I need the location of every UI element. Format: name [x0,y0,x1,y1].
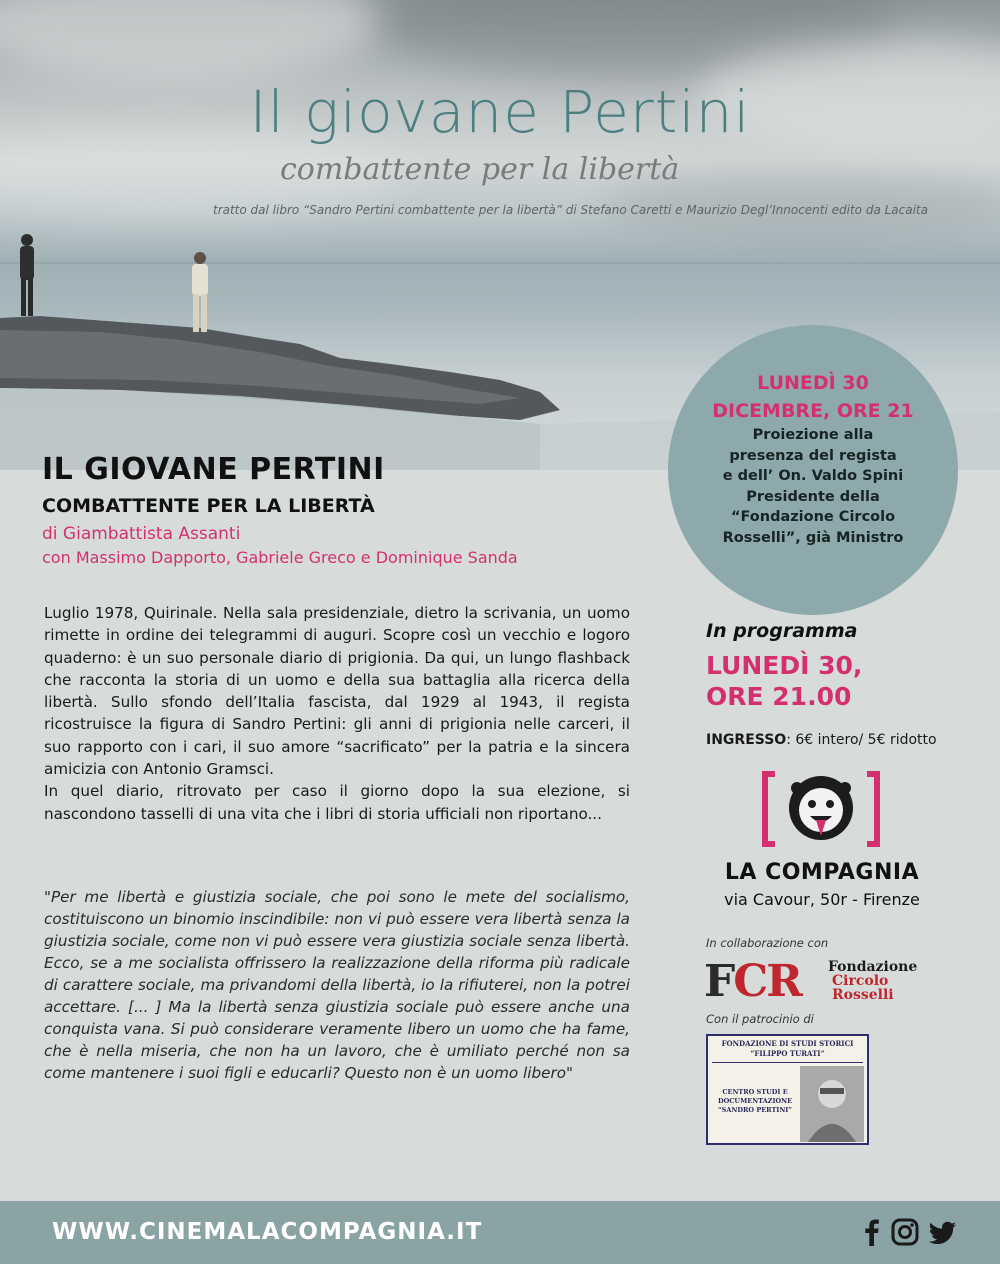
event-desc-line: Proiezione alla [752,427,874,443]
synopsis [44,602,630,825]
fcr-letters: FCR [704,956,801,1007]
event-desc-line: e dell’ On. Valdo Spini [722,468,904,484]
website-link[interactable]: WWW.CINEMALACOMPAGNIA.IT [52,1219,483,1245]
book-source: tratto dal libro “Sandro Pertini combattente per la libertà” di Stefano Caretti e Maurizio Degl’Innocenti edito da Lacaita [212,203,928,217]
centro-line-3: “SANDRO PERTINI” [717,1106,793,1114]
programma-date [706,650,862,712]
venue-name: LA COMPAGNIA [724,860,920,885]
figure-man-white-suit [186,250,216,334]
event-date-line-1: LUNEDÌ 30 [757,372,869,394]
facebook-icon[interactable] [856,1216,888,1248]
pertini-portrait-icon [800,1066,864,1142]
fcr-line-1: Fondazione [828,959,918,975]
twitter-icon[interactable] [926,1216,958,1248]
event-desc-line: Rosselli”, già Ministro [722,529,904,546]
synopsis-paragraph-2: In quel diario, ritrovato per caso il giorno dopo la sua elezione, si nascondono tasselli di una vita che i libri di storia ufficiali non riportano... [44,782,630,823]
poster-title: Il giovane Pertini [249,78,751,146]
event-desc-line: Presidente della [746,488,880,505]
ingresso-label: INGRESSO [706,732,787,748]
turati-line-1: FONDAZIONE DI STUDI STORICI [721,1039,854,1048]
la-compagnia-logo-icon [761,770,881,848]
event-description [688,425,938,548]
patrocinio-label: Con il patrocinio di [706,1012,814,1026]
event-desc-line: “Fondazione Circolo [730,509,896,525]
film-director: di Giambattista Assanti [42,524,241,544]
event-circle [668,325,958,615]
fcr-line-3: Rosselli [832,987,894,1003]
centro-studi-text [712,1088,798,1115]
collab-label: In collaborazione con [706,936,829,950]
film-title: IL GIOVANE PERTINI [42,452,385,487]
turati-line-2: “FILIPPO TURATI” [750,1049,825,1058]
venue-address: via Cavour, 50r - Firenze [724,890,920,909]
event-desc-line: presenza del regista [729,447,897,464]
footer [0,1201,1000,1264]
ingresso-value: : 6€ intero/ 5€ ridotto [786,732,937,748]
fcr-name [828,960,917,1002]
pertini-quote: "Per me libertà e giustizia sociale, che poi sono le mete del socialismo, costituiscono un binomio inscindibile: non vi può essere vera libertà senza la giustizia sociale, come non vi può essere vera giustizia sociale senza libertà. Ecco, se a me socialista offrissero la realizzazione della riforma più radicale di carattere sociale, ma privandomi della libertà, io la rifiuterei, non la potrei accettare. [... ] Ma la libertà senza giustizia sociale può essere anche una conquista vana. Si può considerare veramente libero un uomo che ha fame, che è nella miseria, che non ha un lavoro, che è umiliato perché non sa come mantenere i suoi figli e educarli? Questo non è un uomo libero" [44,888,630,1082]
instagram-icon[interactable] [889,1216,921,1248]
fcr-logo [704,958,936,1006]
event-date-line-2: DICEMBRE, ORE 21 [712,400,914,422]
centro-line-1: CENTRO STUDI E [722,1088,788,1096]
poster-subtitle: combattente per la libertà [280,152,680,187]
film-subtitle: COMBATTENTE PER LA LIBERTÀ [42,495,375,517]
turati-foundation-logo [706,1034,869,1145]
event-date [668,369,958,425]
programma-date-line-1: LUNEDÌ 30, [706,651,863,680]
fcr-line-2: Circolo [832,973,889,989]
ingresso-price [706,732,937,748]
synopsis-paragraph-1: Luglio 1978, Quirinale. Nella sala presidenziale, dietro la scrivania, un uomo rimette in ordine dei telegrammi di auguri. Scopre così un vecchio e logoro quaderno: è un suo personale diario di prigionia. Da qui, un lungo flashback che racconta la storia di un uomo e della sua battaglia alla ricerca della libertà. Sullo sfondo dell’Italia fascista, dal 1929 al 1943, il regista ricostruisce la figura di Sandro Pertini: gli anni di prigionia nelle carceri, il suo rapporto con i cari, il suo amore “sacrificato” per la patria e la sincera amicizia con Antonio Gramsci. [44,604,630,779]
programma-date-line-2: ORE 21.00 [706,682,852,711]
figure-standing-man [10,232,40,320]
turati-heading [708,1039,867,1059]
centro-line-2: DOCUMENTAZIONE [717,1097,793,1105]
film-cast: con Massimo Dapporto, Gabriele Greco e Dominique Sanda [42,548,518,567]
programma-label: In programma [706,620,858,642]
